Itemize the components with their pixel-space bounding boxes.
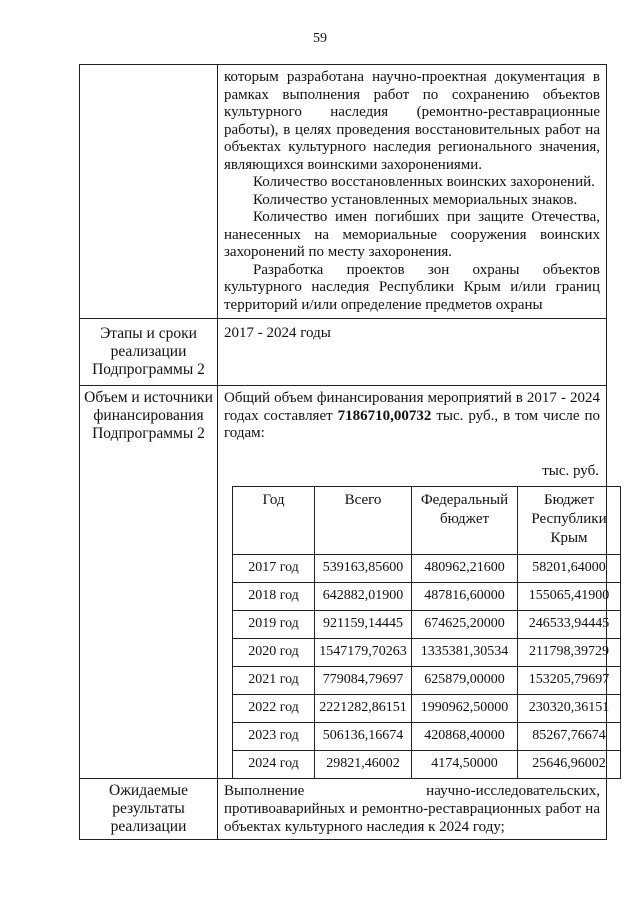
goal-paragraph: Количество установленных мемориальных знаков. bbox=[253, 191, 578, 208]
passport-table bbox=[79, 64, 610, 840]
col-header-total: Всего bbox=[315, 486, 412, 554]
results-text: Выполнение научно-исследовательских, противоаварийных и ремонтно-реставрационных работ на объектах культурного наследия к 2024 году; bbox=[224, 782, 600, 835]
table-row bbox=[233, 722, 621, 750]
cell-regional: 246533,94445 bbox=[518, 610, 621, 638]
cell-total: 1547179,70263 bbox=[315, 638, 412, 666]
stages-label: Этапы и сроки реализации Подпрограммы 2 bbox=[80, 319, 218, 386]
cell-federal: 480962,21600 bbox=[412, 554, 518, 582]
cell-federal: 487816,60000 bbox=[412, 582, 518, 610]
stages-row bbox=[80, 319, 607, 386]
col-header-regional: Бюджет Республики Крым bbox=[518, 486, 621, 554]
cell-federal: 1335381,30534 bbox=[412, 638, 518, 666]
financing-text-before: Общий объем финансирования мероприятий в 2017 - 2024 годах составляет bbox=[224, 390, 600, 424]
goals-row bbox=[80, 65, 607, 319]
cell-federal: 625879,00000 bbox=[412, 666, 518, 694]
cell-regional: 211798,39729 bbox=[518, 638, 621, 666]
financing-total: 7186710,00732 bbox=[337, 407, 432, 424]
financing-table bbox=[232, 486, 621, 779]
col-header-federal: Федеральный бюджет bbox=[412, 486, 518, 554]
results-label: Ожидаемые результаты реализации bbox=[80, 778, 218, 839]
cell-regional: 58201,64000 bbox=[518, 554, 621, 582]
financing-text-after: тыс. руб., в том числе по годам: bbox=[224, 407, 600, 441]
cell-total: 506136,16674 bbox=[315, 722, 412, 750]
cell-total: 29821,46002 bbox=[315, 750, 412, 778]
cell-federal: 4174,50000 bbox=[412, 750, 518, 778]
cell-year: 2022 год bbox=[233, 694, 315, 722]
financing-label: Объем и источники финансирования Подпрограммы 2 bbox=[80, 386, 218, 779]
page-number: 59 bbox=[313, 31, 327, 46]
cell-regional: 155065,41900 bbox=[518, 582, 621, 610]
results-content-cell bbox=[218, 778, 607, 839]
financing-content-cell bbox=[218, 386, 610, 779]
cell-federal: 674625,20000 bbox=[412, 610, 518, 638]
cell-year: 2020 год bbox=[233, 638, 315, 666]
table-row bbox=[233, 554, 621, 582]
units-label: тыс. руб. bbox=[542, 462, 599, 479]
stages-content-cell bbox=[218, 319, 607, 386]
table-row bbox=[233, 694, 621, 722]
table-row bbox=[233, 666, 621, 694]
cell-regional: 85267,76674 bbox=[518, 722, 621, 750]
goals-label-cell bbox=[80, 65, 218, 319]
cell-regional: 25646,96002 bbox=[518, 750, 621, 778]
results-row bbox=[80, 778, 607, 839]
goals-content-cell bbox=[218, 65, 607, 319]
goal-paragraph: Разработка проектов зон охраны объектов культурного наследия Республики Крым и/или границ территорий и/или определение предметов охраны bbox=[224, 261, 600, 313]
cell-total: 779084,79697 bbox=[315, 666, 412, 694]
stages-value: 2017 - 2024 годы bbox=[224, 325, 331, 341]
table-row bbox=[233, 750, 621, 778]
cell-total: 539163,85600 bbox=[315, 554, 412, 582]
cell-regional: 153205,79697 bbox=[518, 666, 621, 694]
cell-year: 2017 год bbox=[233, 554, 315, 582]
cell-federal: 420868,40000 bbox=[412, 722, 518, 750]
cell-total: 642882,01900 bbox=[315, 582, 412, 610]
goal-paragraph: Количество восстановленных воинских захоронений. bbox=[253, 174, 595, 190]
table-row bbox=[233, 582, 621, 610]
cell-year: 2023 год bbox=[233, 722, 315, 750]
financing-table-header bbox=[233, 486, 621, 554]
cell-total: 2221282,86151 bbox=[315, 694, 412, 722]
financing-row bbox=[80, 386, 607, 779]
goal-paragraph: Количество имен погибших при защите Отечества, нанесенных на мемориальные сооружения воинских захоронений по месту захоронения. bbox=[224, 209, 600, 260]
cell-regional: 230320,36151 bbox=[518, 694, 621, 722]
col-header-year: Год bbox=[233, 486, 315, 554]
cell-year: 2021 год bbox=[233, 666, 315, 694]
cell-federal: 1990962,50000 bbox=[412, 694, 518, 722]
cell-total: 921159,14445 bbox=[315, 610, 412, 638]
table-row bbox=[233, 638, 621, 666]
cell-year: 2024 год bbox=[233, 750, 315, 778]
cell-year: 2019 год bbox=[233, 610, 315, 638]
goal-paragraph: которым разработана научно-проектная документация в рамках выполнения работ по сохранению объектов культурного наследия (ремонтно-реставрационные работы), в целях проведения восстановительных работ на объектах культурного наследия регионального значения, являющихся воинскими захоронениями. bbox=[224, 69, 600, 173]
cell-year: 2018 год bbox=[233, 582, 315, 610]
table-row bbox=[233, 610, 621, 638]
